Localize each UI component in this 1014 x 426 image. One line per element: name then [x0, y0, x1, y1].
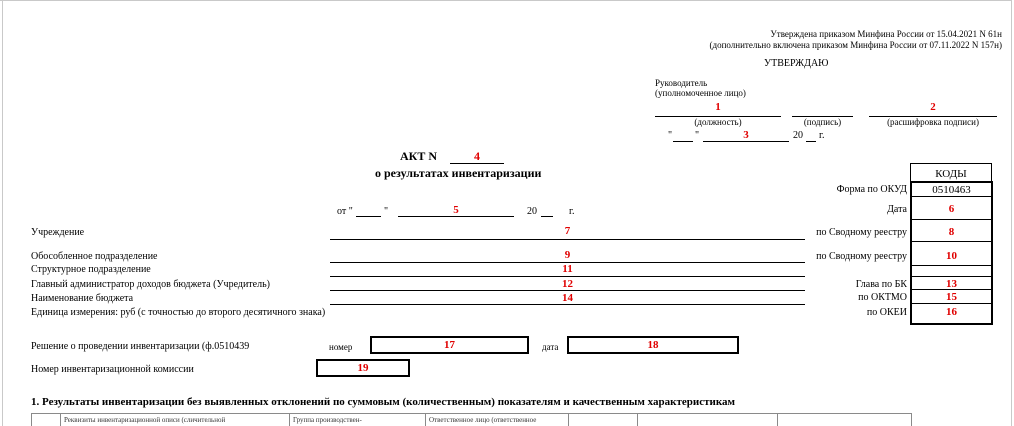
structural-unit-underline [330, 276, 805, 277]
position-field[interactable]: 1 [715, 101, 721, 113]
registry2-field[interactable]: 10 [946, 250, 957, 262]
budget-field[interactable]: 14 [562, 292, 573, 304]
section1-col-sep-5 [637, 413, 638, 426]
admin-underline [330, 290, 805, 291]
decision-date-label: дата [542, 342, 559, 352]
codes-header-right [991, 163, 992, 182]
commission-field[interactable]: 19 [316, 359, 410, 377]
decision-number-field[interactable]: 17 [370, 336, 529, 354]
caption-decoding: (расшифровка подписи) [887, 117, 979, 127]
separate-unit-label: Обособленное подразделение [31, 251, 158, 262]
page-frame-right [1011, 0, 1012, 426]
head-label-sub: (уполномоченное лицо) [655, 88, 746, 98]
admin-field[interactable]: 12 [562, 278, 573, 290]
codes-row-sep-3 [911, 241, 992, 242]
section1-col-sep-0 [31, 413, 32, 426]
section1-title: 1. Результаты инвентаризации без выявленных отклонений по суммовым (количественным) показателям и качественным характеристикам [31, 396, 735, 408]
act-month-underline [398, 216, 514, 217]
act-year-underline [541, 216, 553, 217]
codes-row-sep-7 [911, 303, 992, 304]
act-day-underline [356, 216, 381, 217]
institution-underline [330, 239, 805, 240]
section1-col-sep-3 [425, 413, 426, 426]
section1-col-sep-6 [777, 413, 778, 426]
okud-value: 0510463 [932, 184, 971, 196]
caption-position: (должность) [694, 117, 742, 127]
codes-row-sep-2 [911, 219, 992, 220]
registry2-label: по Сводному реестру [816, 251, 907, 262]
approval-date-quote-close: " [695, 130, 700, 141]
approval-date-field[interactable]: 3 [743, 129, 749, 141]
codes-header-top [910, 163, 992, 164]
act-number-underline [450, 163, 504, 164]
registry1-field[interactable]: 8 [948, 226, 955, 238]
approval-month-underline [703, 141, 789, 142]
act-number-label: АКТ N [400, 149, 438, 163]
date-code-field[interactable]: 6 [948, 203, 955, 215]
unit-label: Единица измерения: руб (с точностью до второго десятичного знака) [31, 307, 326, 318]
section1-col1-header: Реквизиты инвентаризационной описи (сличительной [64, 416, 226, 424]
act-date-field[interactable]: 5 [453, 204, 459, 216]
approval-year-prefix: 20 [793, 130, 803, 141]
decoding-field[interactable]: 2 [930, 101, 936, 113]
decision-label: Решение о проведении инвентаризации (ф.0510439 [31, 341, 250, 352]
act-number-field[interactable]: 4 [474, 149, 480, 163]
oktmo-label: по ОКТМО [858, 292, 907, 303]
glava-label: Глава по БК [855, 279, 907, 290]
caption-signature: (подпись) [803, 117, 842, 127]
oktmo-field[interactable]: 15 [946, 291, 957, 303]
commission-label: Номер инвентаризационной комиссии [31, 364, 194, 375]
section1-col2-header: Группа производствен- [293, 416, 362, 424]
institution-field[interactable]: 7 [564, 225, 571, 237]
codes-row-sep-5 [911, 276, 992, 277]
decision-number-label: номер [329, 342, 353, 352]
approval-year-underline [806, 141, 816, 142]
structural-unit-field[interactable]: 11 [562, 263, 573, 275]
okei-label: по ОКЕИ [866, 307, 907, 318]
separate-unit-field[interactable]: 9 [564, 249, 571, 261]
date-code-label: Дата [887, 204, 907, 215]
okei-field[interactable]: 16 [946, 306, 957, 318]
glava-field[interactable]: 13 [946, 278, 957, 290]
act-year-prefix: 20 [527, 206, 537, 217]
section1-col-sep-1 [60, 413, 61, 426]
section1-col-sep-2 [289, 413, 290, 426]
head-label: Руководитель [655, 78, 708, 88]
act-date-from: от " [337, 206, 353, 217]
section1-col-sep-4 [568, 413, 569, 426]
codes-row-sep-1 [911, 196, 992, 197]
okud-label: Форма по ОКУД [836, 184, 907, 195]
budget-underline [330, 304, 805, 305]
admin-label: Главный администратор доходов бюджета (Учредитель) [31, 279, 270, 290]
institution-label: Учреждение [31, 227, 85, 238]
act-date-quote-close: " [384, 206, 389, 217]
codes-header-left [910, 163, 911, 182]
section1-table-top [31, 413, 911, 414]
budget-label: Наименование бюджета [31, 293, 134, 304]
decision-date-field[interactable]: 18 [567, 336, 739, 354]
approval-day-underline [673, 141, 693, 142]
approval-heading: УТВЕРЖДАЮ [764, 58, 829, 69]
codes-row-sep-4 [911, 265, 992, 266]
act-year-suffix: г. [569, 206, 575, 217]
registry1-label: по Сводному реестру [816, 227, 907, 238]
approval-date-quote-open: " [668, 130, 673, 141]
page-frame-left [2, 0, 3, 426]
section1-col3-header: Ответственное лицо (ответственное [429, 416, 537, 424]
codes-header: КОДЫ [935, 168, 967, 180]
approval-order-line1: Утверждена приказом Минфина России от 15.04.2021 N 61н [770, 29, 1002, 39]
approval-order-line2: (дополнительно включена приказом Минфина России от 07.11.2022 N 157н) [709, 40, 1002, 50]
act-subtitle: о результатах инвентаризации [375, 166, 542, 180]
structural-unit-label: Структурное подразделение [31, 264, 151, 275]
section1-col-sep-7 [911, 413, 912, 426]
page-frame-top [0, 0, 1012, 1]
approval-year-suffix: г. [819, 130, 825, 141]
